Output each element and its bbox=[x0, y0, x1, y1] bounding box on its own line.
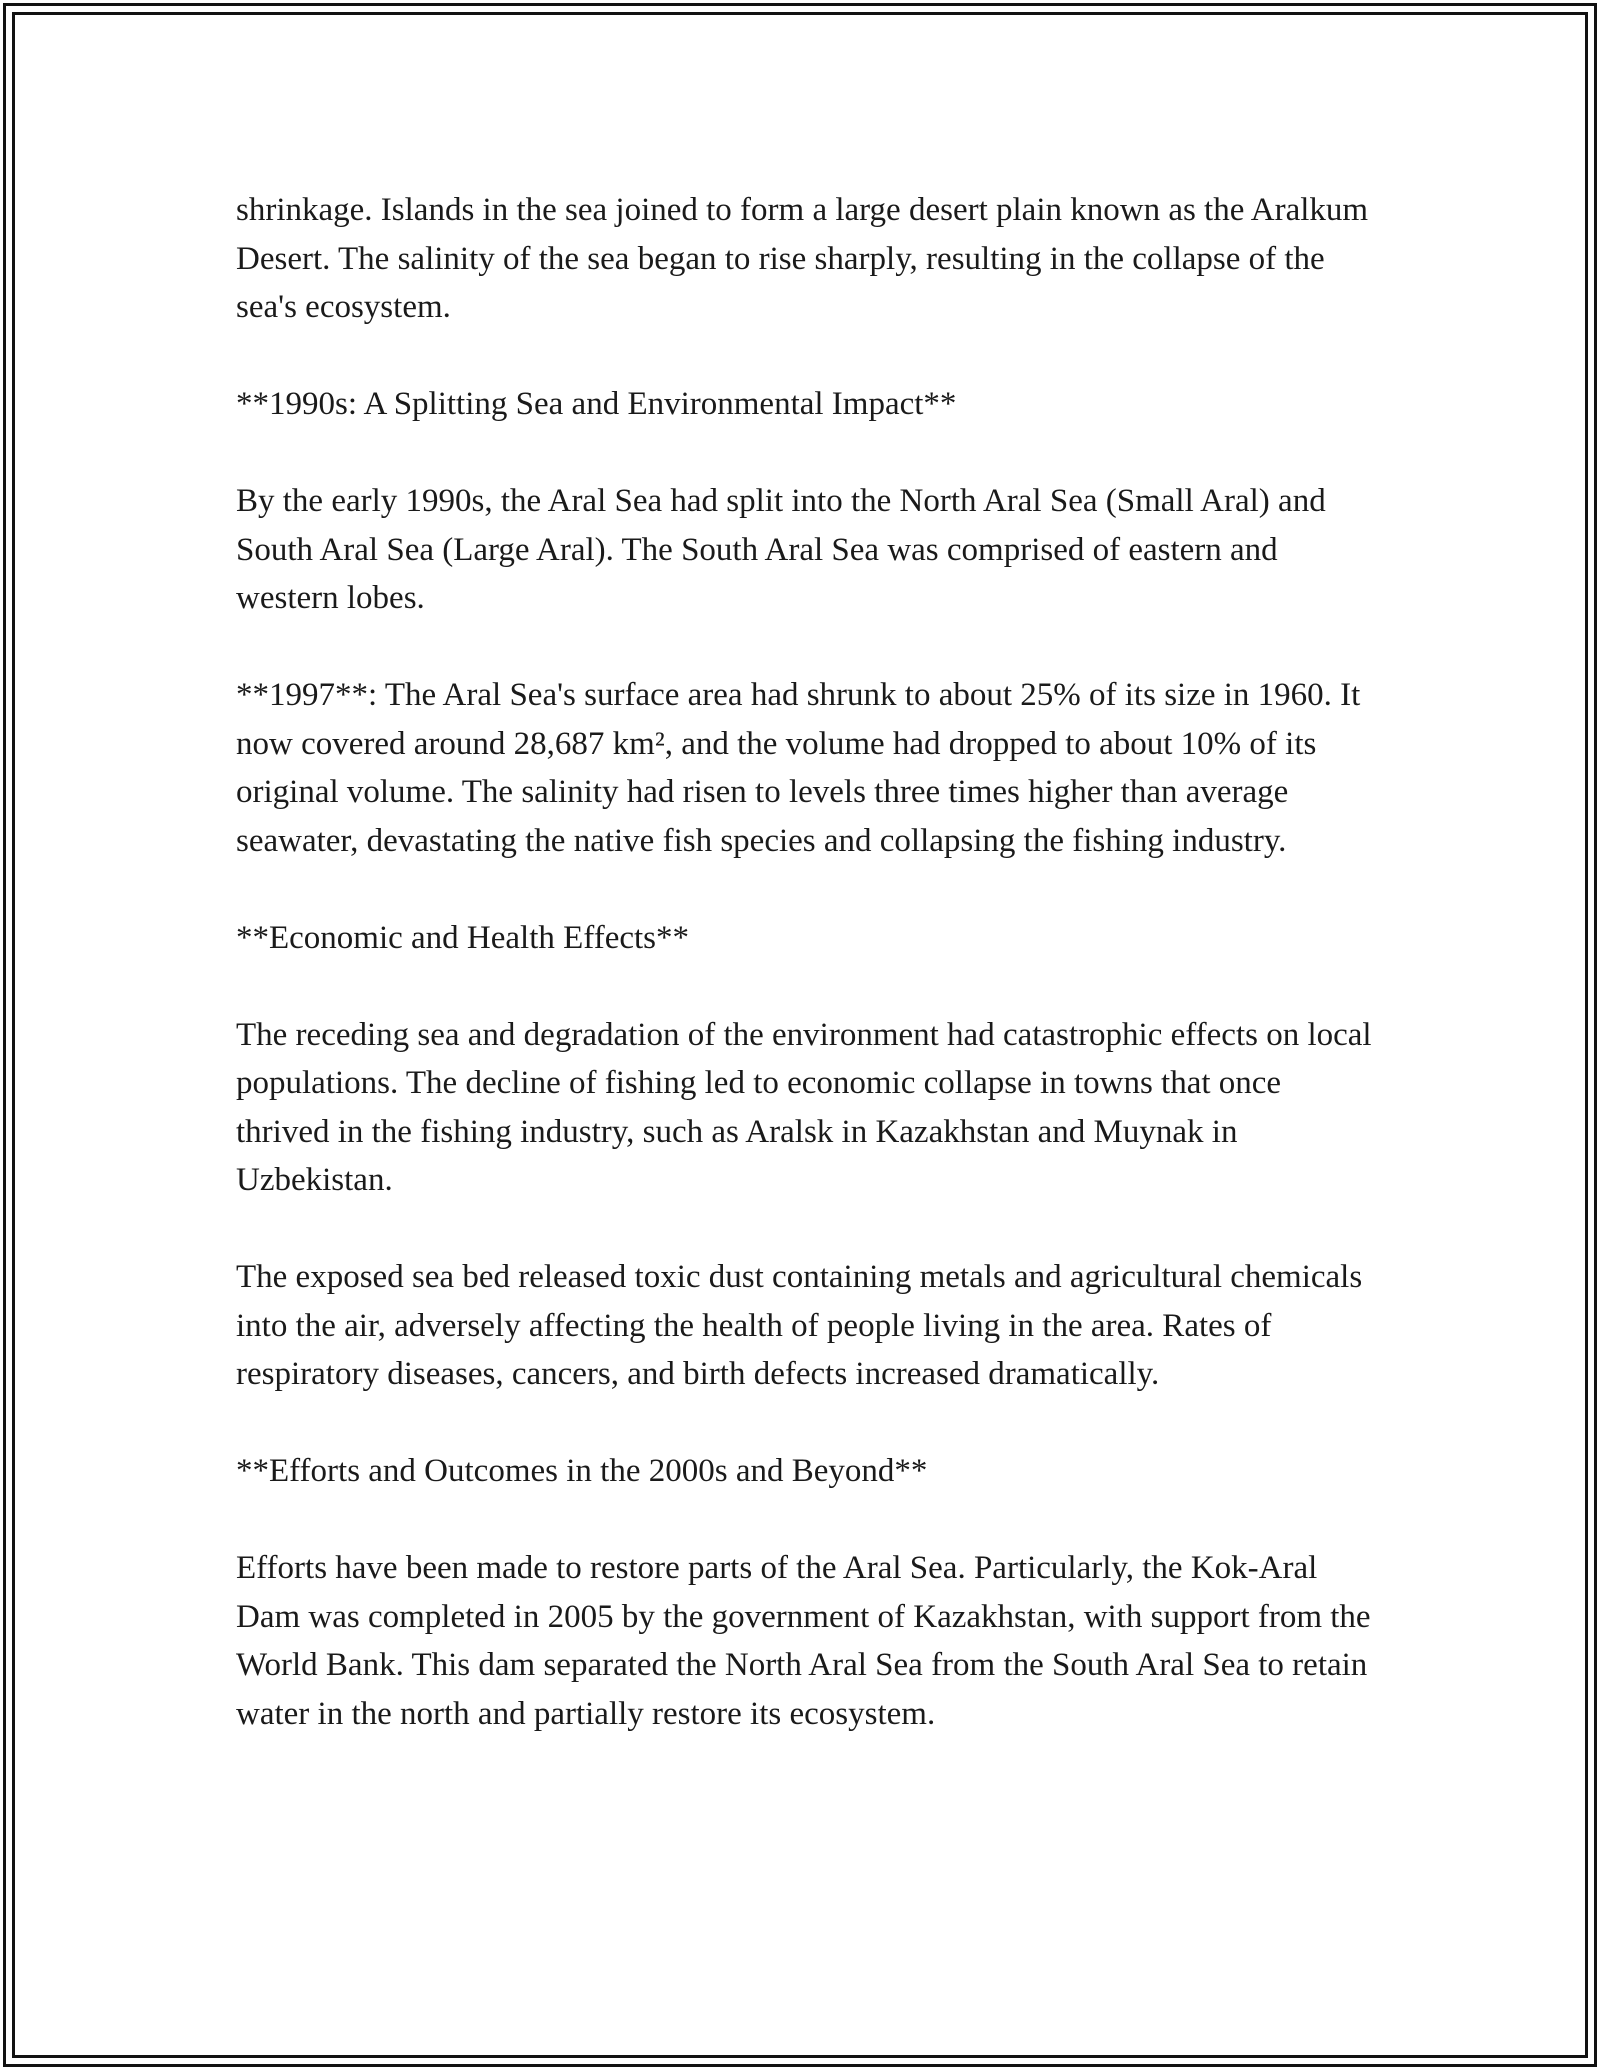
paragraph-economic-effects: The receding sea and degradation of the environment had catastrophic effects on local populations. The decline of fishing led to economic collapse in towns that once thrived in the fishing industry, such as Aralsk in Kazakhstan and Muynak in Uzbekistan. bbox=[236, 1016, 1372, 1198]
document-body bbox=[236, 186, 1376, 1738]
heading-economic-health: **Economic and Health Effects** bbox=[236, 919, 689, 956]
paragraph-aralkum-shrinkage: shrinkage. Islands in the sea joined to form a large desert plain known as the Aralkum Desert. The salinity of the sea began to rise sharply, resulting in the collapse of the sea's ecosystem. bbox=[236, 192, 1369, 325]
paragraph-split-sea: By the early 1990s, the Aral Sea had split into the North Aral Sea (Small Aral) and South Aral Sea (Large Aral). The South Aral Sea was comprised of eastern and western lobes. bbox=[236, 483, 1326, 616]
paragraph-1997: **1997**: The Aral Sea's surface area had shrunk to about 25% of its size in 1960. It now covered around 28,687 km², and the volume had dropped to about 10% of its original volume. The salinity had risen to levels three times higher than average seawater, devastating the native fish species and collapsing the fishing industry. bbox=[236, 677, 1361, 859]
paragraph-kok-aral-dam: Efforts have been made to restore parts of the Aral Sea. Particularly, the Kok-Aral Dam was completed in 2005 by the government of Kazakhstan, with support from the World Bank. This dam separated the North Aral Sea from the South Aral Sea to retain water in the north and partially restore its ecosystem. bbox=[236, 1550, 1371, 1732]
heading-1990s: **1990s: A Splitting Sea and Environmental Impact** bbox=[236, 386, 957, 422]
paragraph-health-effects: The exposed sea bed released toxic dust containing metals and agricultural chemicals into the air, adversely affecting the health of people living in the area. Rates of respiratory diseases, cancers, and birth defects increased dramatically. bbox=[236, 1259, 1363, 1392]
heading-efforts-2000s: **Efforts and Outcomes in the 2000s and Beyond** bbox=[236, 1453, 928, 1489]
